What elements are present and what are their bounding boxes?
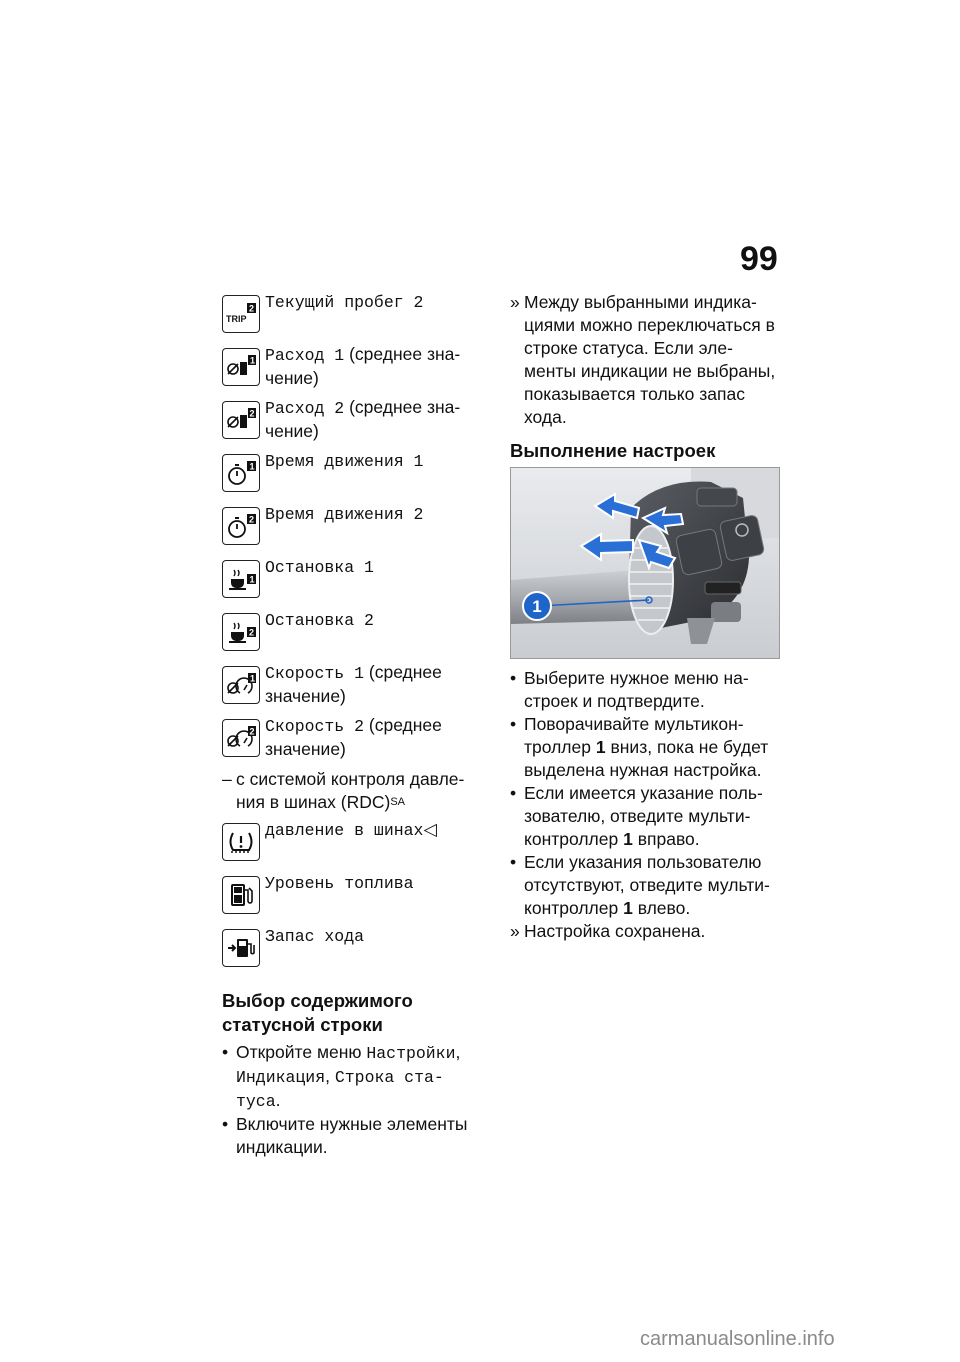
rdc-note	[222, 768, 484, 814]
svg-text:TRIP: TRIP	[226, 314, 247, 324]
rdc-items-list	[222, 818, 484, 976]
stop-cup-2-icon	[222, 613, 260, 651]
menu-status-line-label: Строка ста-туса	[236, 1068, 444, 1111]
status-item-text	[265, 818, 484, 842]
bullet-text: Включите нужные элементы индикации.	[236, 1114, 468, 1157]
status-items-list	[222, 290, 484, 766]
bullet-push-left	[510, 851, 782, 920]
multicontroller-photo	[510, 467, 780, 659]
status-item-note: (среднее значение)	[265, 662, 442, 706]
bullet-select-menu	[510, 667, 782, 713]
bullet-dot: •	[510, 714, 517, 734]
status-item-text	[265, 290, 484, 314]
svg-text:2: 2	[249, 627, 255, 638]
status-item-text	[265, 608, 484, 632]
heading-line-1: Выбор содержимого	[222, 990, 413, 1011]
handlebar-illustration	[511, 468, 780, 659]
status-item-label: Текущий пробег 2	[265, 293, 424, 312]
bullet-text: Поворачивайте мультикон-троллер	[524, 714, 744, 757]
status-item-note: (среднее значение)	[265, 715, 442, 759]
status-item-label: давление в шинах	[265, 821, 424, 840]
controller-ref: 1	[623, 898, 633, 918]
intro-text: Между выбранными индика-циями можно переключаться в строке статуса. Если эле-менты индикации не выбраны, показывается только запас хода.	[524, 292, 776, 427]
right-column	[510, 291, 782, 943]
status-item-text	[265, 396, 484, 443]
svg-text:2: 2	[249, 726, 255, 737]
svg-text:1: 1	[250, 673, 256, 684]
bullet-dot: •	[222, 1042, 229, 1062]
status-item-text	[265, 714, 484, 761]
bullet-dot: •	[510, 668, 517, 688]
rdc-note-text: с системой контроля давле-ния в шинах (RDC)	[236, 769, 465, 812]
svg-text:1: 1	[249, 461, 255, 472]
bullet-text: вправо.	[632, 829, 700, 849]
bullet-text: Откройте меню	[236, 1042, 367, 1062]
bullet-dot: •	[510, 852, 517, 872]
dash-marker: –	[222, 769, 232, 789]
status-item-label: Время движения 2	[265, 505, 424, 524]
bullet-dot: •	[510, 783, 517, 803]
status-item-label: Скорость 1	[265, 664, 365, 683]
period: .	[275, 1090, 281, 1110]
status-item-row	[222, 818, 484, 870]
consumption-1-icon	[222, 348, 260, 386]
status-item-row	[222, 871, 484, 923]
status-item-row	[222, 714, 484, 766]
page-number: 99	[740, 240, 778, 278]
status-item-text	[265, 343, 484, 390]
status-item-label: Уровень топлива	[265, 874, 414, 893]
status-item-text	[265, 449, 484, 473]
svg-text:1: 1	[249, 574, 255, 585]
speed-1-icon	[222, 666, 260, 704]
bullet-dot: •	[222, 1114, 229, 1134]
bullet-text: Если имеется указание поль-зователю, отведите мульти-контроллер	[524, 783, 763, 849]
status-item-note: (среднее зна-чение)	[265, 397, 461, 441]
controller-ref: 1	[623, 829, 633, 849]
status-item-row	[222, 290, 484, 342]
svg-text:2: 2	[249, 514, 255, 525]
stopwatch-2-icon	[222, 507, 260, 545]
bullet-turn-controller	[510, 713, 782, 782]
status-item-text	[265, 502, 484, 526]
bullet-text: вниз, пока не будет выделена нужная настройка.	[524, 737, 769, 780]
result-marker: »	[510, 292, 520, 312]
status-item-row	[222, 343, 484, 395]
controller-ref: 1	[595, 737, 606, 757]
status-item-row	[222, 449, 484, 501]
status-item-row	[222, 555, 484, 607]
fuel-range-icon	[222, 929, 260, 967]
status-item-text	[265, 871, 484, 895]
result-saved	[510, 920, 782, 943]
menu-settings-label: Настройки	[366, 1044, 456, 1063]
status-item-row	[222, 608, 484, 660]
trip-2-icon	[222, 295, 260, 333]
bullet-text: влево.	[632, 898, 691, 918]
section-heading-settings: Выполнение настроек	[510, 440, 716, 461]
status-item-label: Расход 2	[265, 399, 345, 418]
status-item-suffix: ◁	[423, 819, 437, 839]
callout-number: 1	[532, 597, 542, 616]
result-text: Настройка сохранена.	[524, 921, 706, 941]
section-heading-status-line	[222, 989, 484, 1037]
left-column	[222, 290, 484, 1159]
stopwatch-1-icon	[222, 454, 260, 492]
bullet-text: Выберите нужное меню на-строек и подтвердите.	[524, 668, 749, 711]
speed-2-icon	[222, 719, 260, 757]
bullet-open-menu	[222, 1041, 484, 1113]
status-item-label: Остановка 1	[265, 558, 374, 577]
status-item-label: Расход 1	[265, 346, 345, 365]
status-item-row	[222, 502, 484, 554]
svg-text:1: 1	[250, 355, 256, 366]
status-item-label: Время движения 1	[265, 452, 424, 471]
svg-text:2: 2	[249, 408, 255, 419]
status-item-row	[222, 396, 484, 448]
tire-pressure-icon	[222, 823, 260, 861]
result-marker: »	[510, 921, 520, 941]
fuel-level-icon	[222, 876, 260, 914]
status-item-text	[265, 555, 484, 579]
intro-result	[510, 291, 782, 429]
svg-text:2: 2	[249, 303, 255, 314]
separator: ,	[455, 1042, 461, 1062]
stop-cup-1-icon	[222, 560, 260, 598]
sa-superscript: SA	[390, 796, 406, 808]
bullet-enable-elements	[222, 1113, 484, 1159]
status-item-label: Запас хода	[265, 927, 365, 946]
separator: ,	[325, 1066, 335, 1086]
bullet-push-right	[510, 782, 782, 851]
status-item-label: Остановка 2	[265, 611, 374, 630]
status-item-label: Скорость 2	[265, 717, 365, 736]
status-item-row	[222, 924, 484, 976]
status-item-text	[265, 924, 484, 948]
menu-display-label: Индикация	[236, 1068, 326, 1087]
consumption-2-icon	[222, 401, 260, 439]
heading-line-2: статусной строки	[222, 1014, 383, 1035]
status-item-note: (среднее зна-чение)	[265, 344, 461, 388]
status-item-row	[222, 661, 484, 713]
bullet-text: Если указания пользователю отсутствуют, отведите мульти-контроллер	[524, 852, 770, 918]
status-item-text	[265, 661, 484, 708]
watermark-footer: carmanualsonline.info	[640, 1328, 835, 1350]
